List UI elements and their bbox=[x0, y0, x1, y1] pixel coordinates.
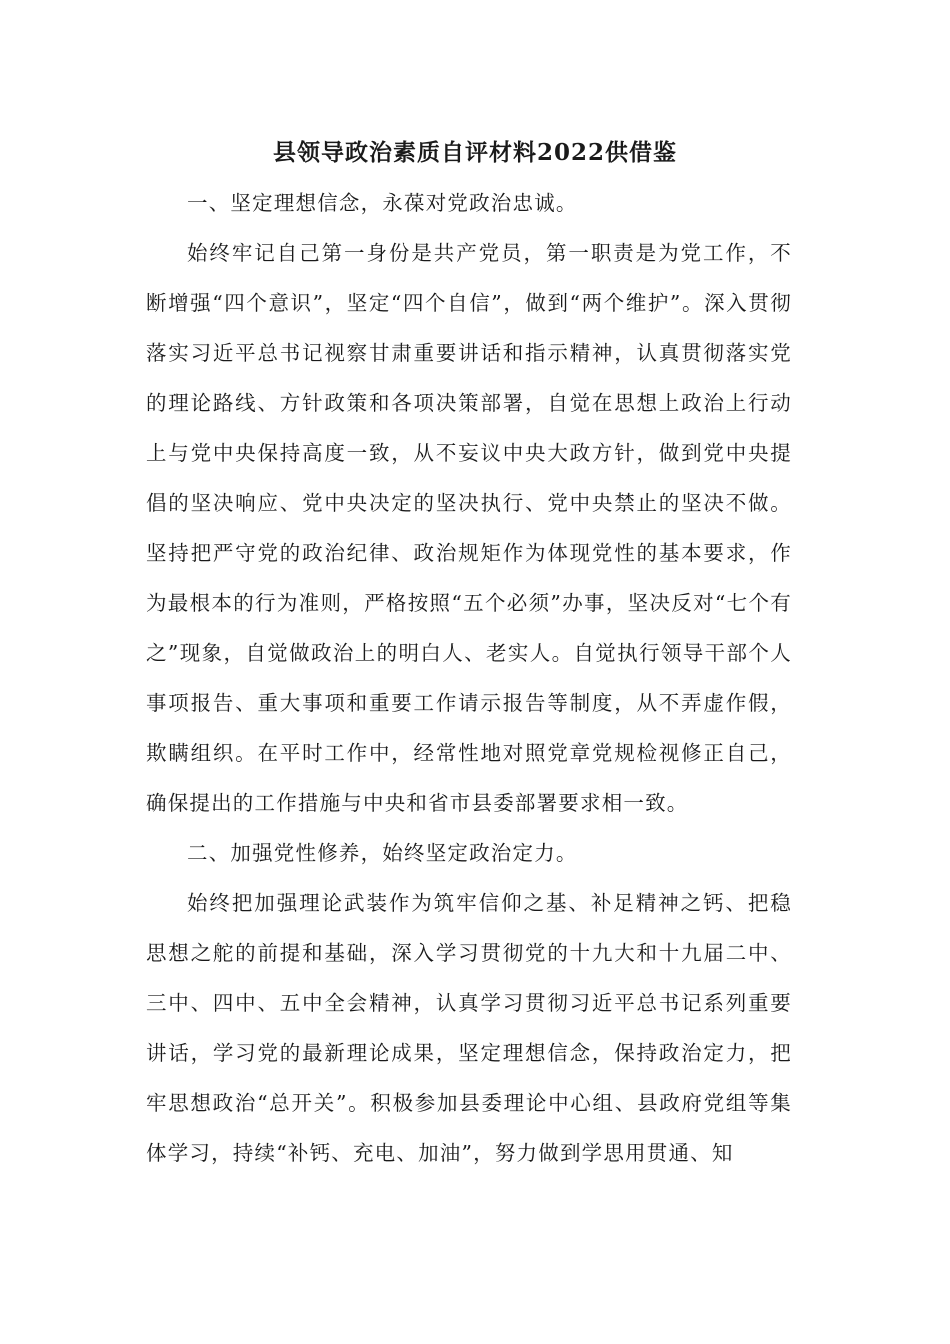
document-title: 县领导政治素质自评材料2022供借鉴 bbox=[272, 139, 677, 166]
section-2-heading: 二、加强党性修养，始终坚定政治定力。 bbox=[187, 841, 578, 865]
section-2-paragraph: 始终把加强理论武装作为筑牢信仰之基、补足精神之钙、把稳思想之舵的前提和基础，深入学习贯彻党的十九大和十九届二中、三中、四中、五中全会精神，认真学习贯彻习近平总书记系列重要讲话，学习党的最新理论成果，坚定理想信念，保持政治定力，把牢思想政治“总开关”。积极参加县委理论中心组、县政府党组等集体学习，持续“补钙、充电、加油”，努力做到学思用贯通、知 bbox=[146, 891, 792, 1165]
section-1-heading: 一、坚定理想信念，永葆对党政治忠诚。 bbox=[187, 191, 578, 215]
document-body bbox=[146, 178, 792, 1178]
section-1-paragraph: 始终牢记自己第一身份是共产党员，第一职责是为党工作，不断增强“四个意识”，坚定“四个自信”，做到“两个维护”。深入贯彻落实习近平总书记视察甘肃重要讲话和指示精神，认真贯彻落实党的理论路线、方针政策和各项决策部署，自觉在思想上政治上行动上与党中央保持高度一致，从不妄议中央大政方针，做到党中央提倡的坚决响应、党中央决定的坚决执行、党中央禁止的坚决不做。坚持把严守党的政治纪律、政治规矩作为体现党性的基本要求，作为最根本的行为准则，严格按照“五个必须”办事，坚决反对“七个有之”现象，自觉做政治上的明白人、老实人。自觉执行领导干部个人事项报告、重大事项和重要工作请示报告等制度，从不弄虚作假，欺瞒组织。在平时工作中，经常性地对照党章党规检视修正自己，确保提出的工作措施与中央和省市县委部署要求相一致。 bbox=[146, 241, 792, 815]
